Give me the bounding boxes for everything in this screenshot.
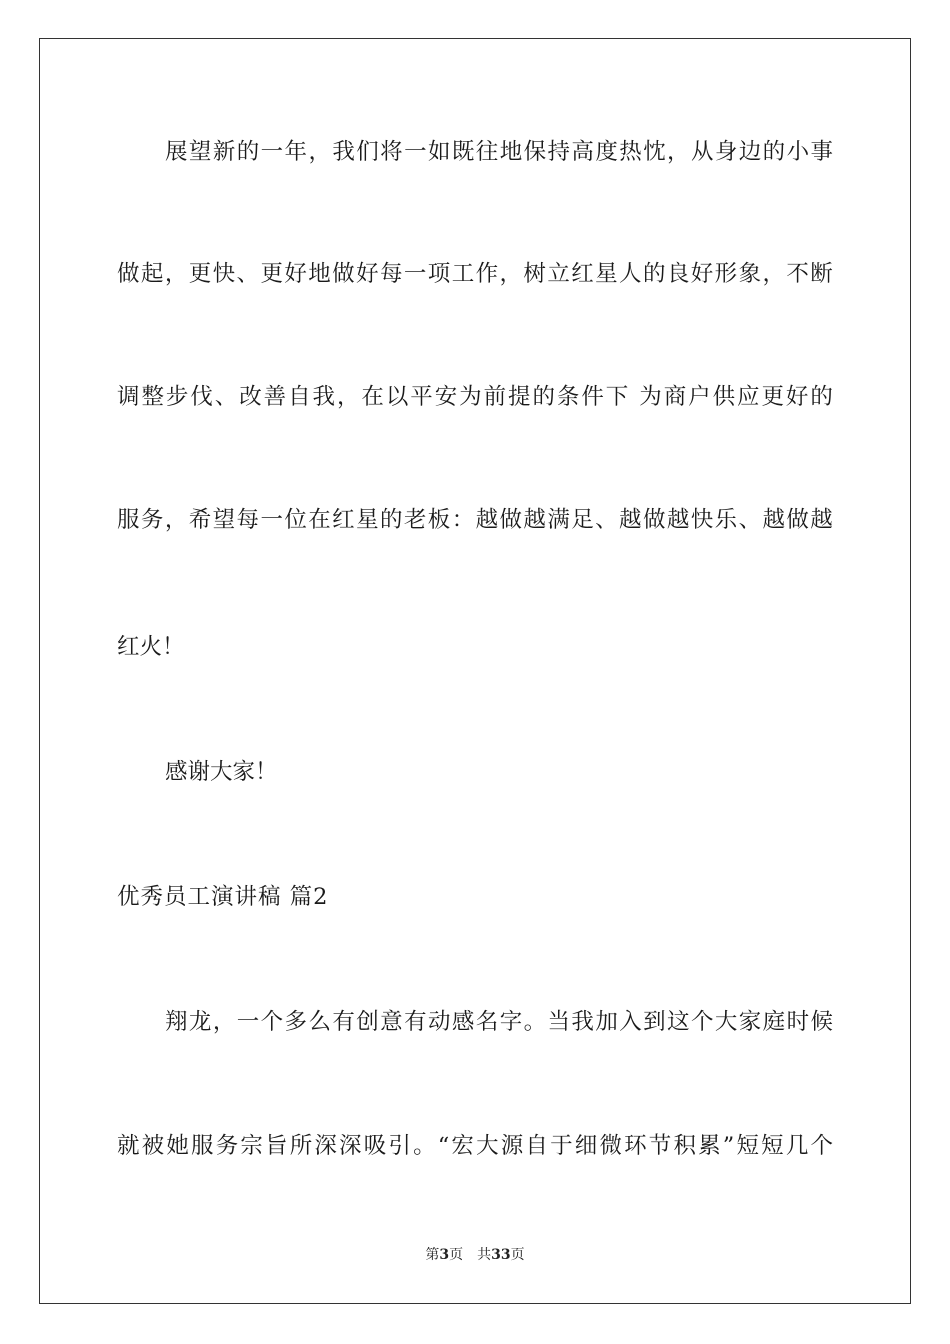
line-char: 庭 [762, 1009, 786, 1035]
line-char: 的 [236, 139, 260, 165]
line-char: 大 [476, 1133, 499, 1159]
line-char: 一 [260, 507, 283, 533]
line-char: 、 [738, 507, 762, 533]
line-char: 调 [117, 384, 140, 410]
line-char: 环 [624, 1133, 647, 1159]
line-char: 宗 [240, 1133, 263, 1159]
line-char: 新 [212, 139, 236, 165]
line-char: 个 [260, 1009, 284, 1035]
line-char: 加 [595, 1009, 618, 1035]
line-char [630, 382, 637, 412]
line-char: 如 [427, 139, 451, 165]
line-char: 身 [714, 139, 738, 165]
line-char: 树 [523, 261, 546, 287]
line-char: 节 [648, 1133, 672, 1159]
line-char: 足 [571, 507, 594, 533]
line-char: 年 [284, 139, 308, 165]
line-char: 希 [188, 507, 212, 533]
line-char: 每 [236, 507, 260, 533]
line-char: 一 [236, 1009, 260, 1035]
line-char: 我 [312, 384, 336, 410]
line-char: 持 [547, 139, 571, 165]
line-char: 短 [761, 1133, 784, 1159]
line-char: 为 [639, 384, 662, 410]
line-char: 供 [712, 384, 736, 410]
line-char: 越 [523, 507, 546, 533]
line-char: ： [451, 507, 475, 533]
paragraph-line [117, 1131, 833, 1161]
line-char: 我 [332, 139, 355, 165]
line-char: 微 [599, 1133, 622, 1159]
line-char: 吸 [363, 1133, 387, 1159]
line-char: 服 [191, 1133, 214, 1159]
line-char: 作 [475, 261, 499, 287]
line-char: 短 [736, 1133, 759, 1159]
line-char: ， [164, 261, 188, 287]
line-char: 乐 [714, 507, 738, 533]
line-char: 做 [642, 507, 666, 533]
line-char: 更 [761, 384, 784, 410]
line-char: 红 [332, 507, 355, 533]
line-char: 、 [236, 261, 260, 287]
line-char: ， [499, 261, 523, 287]
line-char: 到 [643, 1009, 666, 1035]
line-char: 务 [215, 1133, 239, 1159]
line-char: 个 [690, 1009, 714, 1035]
line-char: 望 [212, 507, 236, 533]
line-char: 这 [667, 1009, 690, 1035]
line-char: 一 [403, 261, 427, 287]
line-char: 边 [738, 139, 762, 165]
line-char: 忱 [643, 139, 666, 165]
line-char: 善 [263, 384, 287, 410]
line-char: 星 [595, 261, 618, 287]
line-char: 做 [786, 507, 809, 533]
line-char: 好 [690, 261, 714, 287]
line-char: 于 [550, 1133, 573, 1159]
line-char: 满 [547, 507, 570, 533]
line-char: 一 [260, 139, 284, 165]
line-char: 商 [663, 384, 687, 410]
line-char: 大 [714, 1009, 738, 1035]
total-suffix: 页 [510, 1247, 525, 1263]
line-char: 步 [165, 384, 189, 410]
line-char: 的 [642, 261, 666, 287]
line-char: 有 [332, 1009, 355, 1035]
line-char: 件 [581, 384, 604, 410]
line-char: 人 [619, 261, 642, 287]
line-char: 户 [688, 384, 711, 410]
line-char: 形 [714, 261, 738, 287]
line-char: 引 [388, 1133, 411, 1159]
paragraph-line [117, 505, 833, 535]
line-char: 、 [214, 384, 238, 410]
line-char: 热 [619, 139, 642, 165]
line-char: 自 [525, 1133, 548, 1159]
paragraph-line [117, 259, 833, 289]
line-char: 感 [451, 1009, 475, 1035]
line-char: 展 [165, 139, 188, 165]
line-char: 意 [380, 1009, 403, 1035]
line-char: ” [722, 1133, 735, 1159]
line-char: 望 [188, 139, 212, 165]
line-char: 不 [786, 261, 809, 287]
line-char: 家 [738, 1009, 762, 1035]
line-char: 应 [737, 384, 760, 410]
line-char: 就 [117, 1133, 140, 1159]
line-char: 创 [356, 1009, 379, 1035]
line-char: 好 [785, 384, 809, 410]
line-char: 的 [532, 384, 555, 410]
line-char: 宏 [451, 1133, 474, 1159]
line-char: 工 [451, 261, 475, 287]
line-char: 地 [499, 139, 523, 165]
line-char: 提 [508, 384, 531, 410]
line-char: 的 [810, 384, 833, 410]
line-char: 服 [117, 507, 140, 533]
line-char: 旨 [265, 1133, 288, 1159]
line-char: 多 [284, 1009, 308, 1035]
line-char: 起 [140, 261, 164, 287]
paragraph-line [165, 137, 833, 167]
line-char: 自 [288, 384, 311, 410]
line-char: 往 [475, 139, 499, 165]
line-char: 在 [308, 507, 331, 533]
line-char: 的 [379, 507, 403, 533]
line-char: 越 [666, 507, 690, 533]
line-char: 安 [434, 384, 458, 410]
line-char: 当 [547, 1009, 571, 1035]
line-char: 老 [403, 507, 427, 533]
line-char: 为 [459, 384, 482, 410]
paragraph-line [165, 1007, 833, 1037]
line-char: 以 [385, 384, 409, 410]
line-char: 深 [339, 1133, 362, 1159]
line-char: 越 [619, 507, 642, 533]
line-char: 被 [141, 1133, 165, 1159]
paragraph-line: 感谢大家！ [165, 759, 278, 785]
line-char: 越 [810, 507, 833, 533]
line-char: 务 [140, 507, 164, 533]
line-char: 良 [666, 261, 690, 287]
line-char: 积 [673, 1133, 696, 1159]
page-suffix: 页 [449, 1247, 464, 1263]
line-char: 名 [475, 1009, 499, 1035]
line-char: 下 [605, 384, 629, 410]
line-char: ， [336, 384, 360, 410]
line-char: 好 [356, 261, 379, 287]
line-char: 所 [289, 1133, 313, 1159]
line-char: 整 [141, 384, 164, 410]
line-char: ， [212, 1009, 236, 1035]
line-char: 位 [284, 507, 307, 533]
line-char: 。 [413, 1133, 436, 1159]
line-char: 细 [574, 1133, 598, 1159]
line-char: 条 [556, 384, 580, 410]
line-char: 有 [404, 1009, 427, 1035]
line-char: 星 [356, 507, 379, 533]
line-char: 更 [260, 261, 283, 287]
line-char: 保 [523, 139, 547, 165]
line-char: ， [164, 507, 188, 533]
line-char: 的 [762, 139, 786, 165]
line-char: 快 [690, 507, 714, 533]
line-char: 累 [698, 1133, 721, 1159]
line-char: 象 [738, 261, 762, 287]
line-char: 小 [786, 139, 810, 165]
line-char: 入 [619, 1009, 642, 1035]
line-char: 从 [690, 139, 714, 165]
line-char: ， [308, 139, 331, 165]
line-char: 地 [308, 261, 331, 287]
section-heading: 优秀员工演讲稿 篇2 [117, 884, 329, 910]
line-char: 快 [212, 261, 236, 287]
line-char: 翔 [165, 1009, 188, 1035]
line-char: 做 [499, 507, 523, 533]
line-char: 候 [810, 1009, 833, 1035]
page-number: 3 [439, 1247, 450, 1263]
line-char: 一 [404, 139, 427, 165]
line-char: 源 [500, 1133, 524, 1159]
page-frame [39, 38, 911, 1304]
line-char: 改 [239, 384, 262, 410]
line-char: 平 [410, 384, 433, 410]
line-char: 既 [451, 139, 475, 165]
line-char: 更 [188, 261, 212, 287]
line-char: 时 [786, 1009, 810, 1035]
line-char: 。 [523, 1009, 547, 1035]
line-char: 项 [427, 261, 451, 287]
line-char: 每 [379, 261, 403, 287]
line-char: 断 [810, 261, 833, 287]
line-char: ， [667, 139, 690, 165]
line-char: 前 [483, 384, 507, 410]
line-char: 么 [308, 1009, 331, 1035]
line-char: 度 [595, 139, 618, 165]
line-char: 们 [356, 139, 379, 165]
line-char: 在 [361, 384, 384, 410]
total-prefix: 共 [477, 1247, 492, 1263]
line-char: 板 [427, 507, 451, 533]
line-char: 深 [314, 1133, 337, 1159]
line-char: “ [437, 1133, 450, 1159]
line-char: 我 [571, 1009, 594, 1035]
line-char: 事 [810, 139, 833, 165]
total-pages: 33 [491, 1247, 511, 1263]
paragraph-line: 红火！ [117, 634, 185, 660]
line-char: 她 [166, 1133, 189, 1159]
line-char: 高 [571, 139, 594, 165]
line-char: 伐 [190, 384, 213, 410]
line-char: 做 [332, 261, 355, 287]
line-char: 立 [547, 261, 570, 287]
page-prefix: 第 [425, 1247, 440, 1263]
line-char: 龙 [188, 1009, 212, 1035]
line-char: 、 [595, 507, 618, 533]
line-char: 红 [571, 261, 594, 287]
line-char: ， [762, 261, 785, 287]
line-char: 个 [810, 1133, 833, 1159]
line-char: 动 [427, 1009, 451, 1035]
paragraph-line [117, 382, 833, 412]
line-char: 几 [785, 1133, 809, 1159]
line-char: 字 [499, 1009, 523, 1035]
line-char: 好 [284, 261, 307, 287]
line-char: 做 [117, 261, 140, 287]
line-char: 越 [762, 507, 785, 533]
page-footer [0, 1245, 950, 1265]
line-char: 将 [380, 139, 403, 165]
line-char: 越 [475, 507, 499, 533]
